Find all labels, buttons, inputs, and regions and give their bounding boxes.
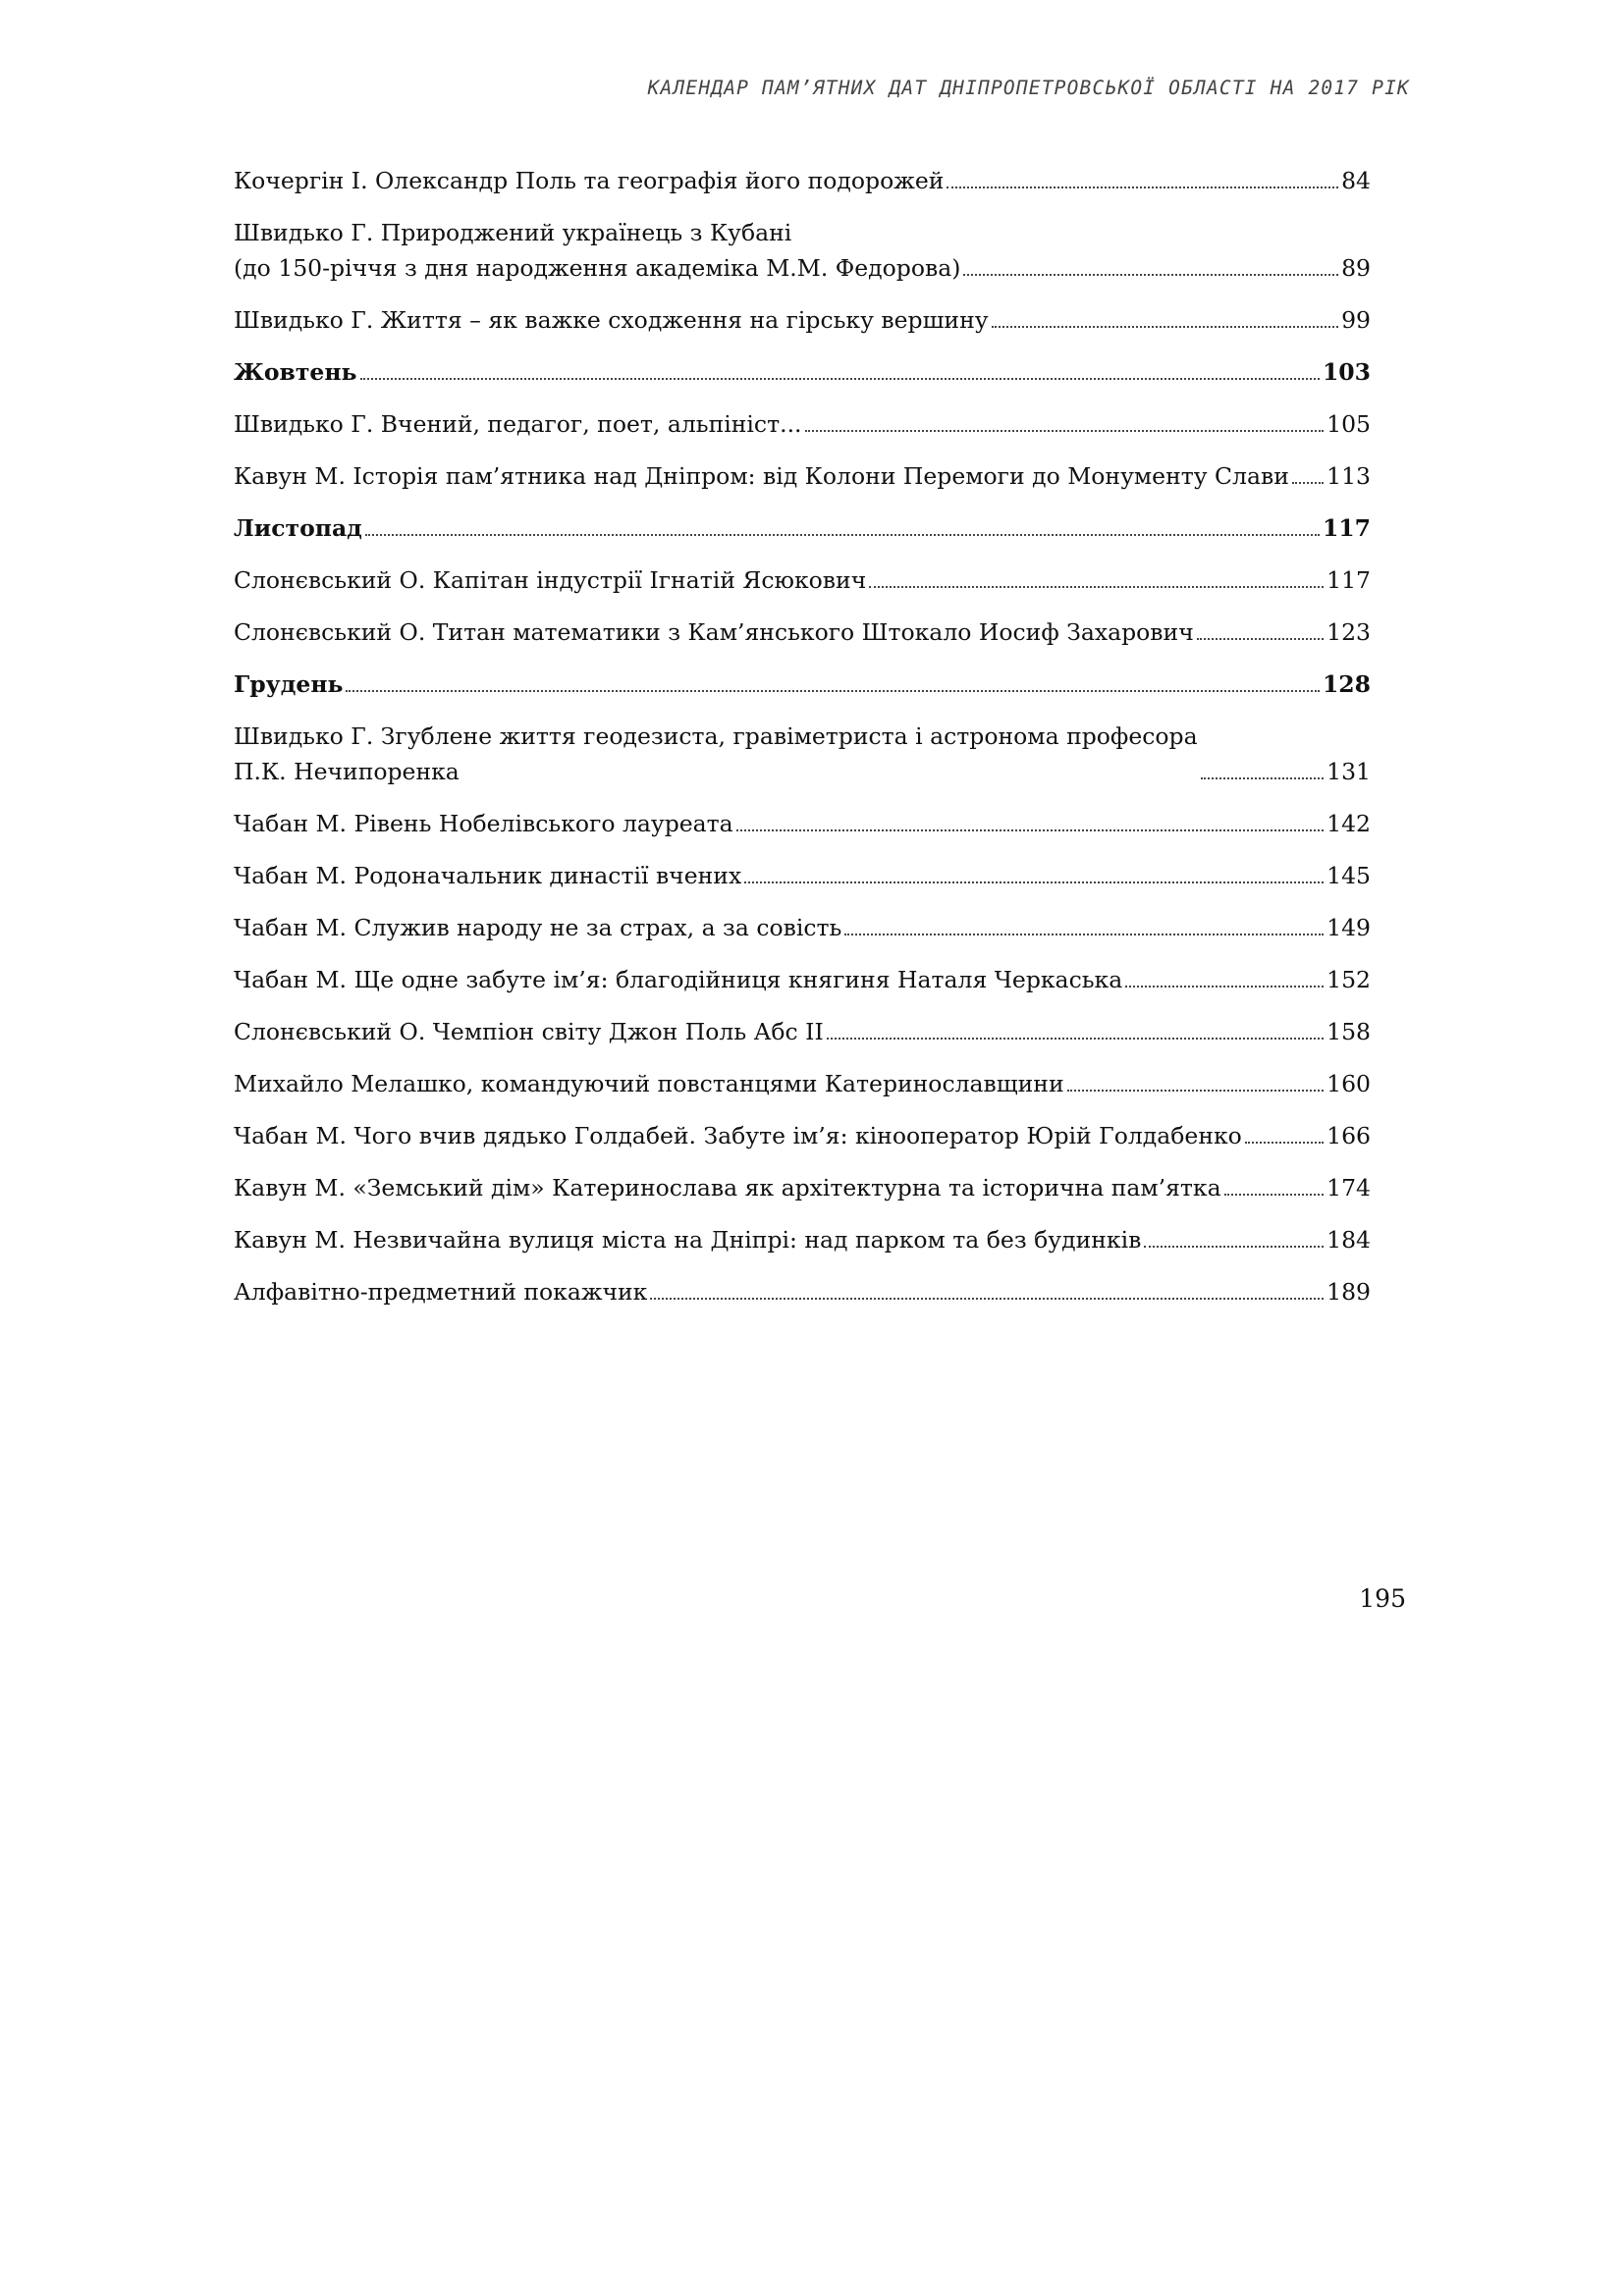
toc-entry-page: 149 <box>1326 914 1371 941</box>
toc-entry <box>234 806 1371 841</box>
toc-entry <box>234 962 1371 997</box>
toc-entry <box>234 719 1371 789</box>
toc-entry-title: Швидько Г. Вчений, педагог, поет, альпініст... <box>234 410 802 438</box>
toc-entry-title: Кавун М. Історія пам’ятника над Дніпром: від Колони Перемоги до Монументу Слави <box>234 462 1289 490</box>
toc-entry-title: Чабан М. Ще одне забуте ім’я: благодійниця княгиня Наталя Черкаська <box>234 966 1123 993</box>
toc-entry-page: 84 <box>1341 167 1371 194</box>
toc-entry-page: 117 <box>1322 514 1371 542</box>
toc-entry-page: 166 <box>1326 1122 1371 1149</box>
toc-entry-page: 99 <box>1341 306 1371 334</box>
toc-entry-page: 189 <box>1326 1278 1371 1306</box>
toc-entry-title: Чабан М. Служив народу не за страх, а за совість <box>234 914 842 941</box>
toc-entry <box>234 1118 1371 1153</box>
dot-leader <box>1144 1246 1324 1248</box>
toc-entry-page: 145 <box>1326 862 1371 889</box>
toc-entry-title: Слонєвський О. Титан математики з Кам’янського Штокало Иосиф Захарович <box>234 618 1194 646</box>
toc-entry <box>234 1170 1371 1205</box>
toc-entry-page: 160 <box>1326 1070 1371 1097</box>
toc-entry <box>234 215 1371 286</box>
toc-entry <box>234 858 1371 893</box>
toc-entry-page: 89 <box>1341 254 1371 282</box>
toc-entry-page: 158 <box>1326 1018 1371 1045</box>
toc-entry-title: Алфавітно-предметний покажчик <box>234 1278 648 1306</box>
dot-leader <box>827 1038 1324 1040</box>
toc-section-heading <box>234 667 1371 702</box>
toc-entry-page: 117 <box>1326 566 1371 594</box>
dot-leader <box>360 378 1320 380</box>
toc-entry <box>234 458 1371 494</box>
toc-entry-page: 123 <box>1326 618 1371 646</box>
toc-entry-page: 128 <box>1322 670 1371 698</box>
toc-entry <box>234 1014 1371 1049</box>
toc-entry-title: Слонєвський О. Чемпіон світу Джон Поль Абс II <box>234 1018 824 1045</box>
toc-entry-page: 142 <box>1326 810 1371 837</box>
dot-leader <box>1224 1194 1325 1196</box>
dot-leader <box>1201 777 1325 779</box>
dot-leader <box>736 829 1324 831</box>
toc-entry-page: 105 <box>1326 410 1371 438</box>
dot-leader <box>844 934 1324 935</box>
toc-entry-page: 131 <box>1326 758 1371 785</box>
toc-entry <box>234 406 1371 442</box>
toc-entry-title: Чабан М. Чого вчив дядько Голдабей. Забуте ім’я: кінооператор Юрій Голдабенко <box>234 1122 1242 1149</box>
dot-leader <box>805 430 1325 432</box>
toc-entry-title: Грудень <box>234 670 344 698</box>
toc-entry-title: Листопад <box>234 514 362 542</box>
toc-section-heading <box>234 354 1371 390</box>
page-number: 195 <box>1359 1584 1406 1613</box>
running-header: КАЛЕНДАР ПАМ’ЯТНИХ ДАТ ДНІПРОПЕТРОВСЬКОЇ ОБЛАСТІ НА 2017 РІК <box>647 77 1410 99</box>
toc-entry <box>234 302 1371 338</box>
toc-entry-title: Чабан М. Родоначальник династії вчених <box>234 862 742 889</box>
toc-entry-page: 174 <box>1326 1174 1371 1201</box>
toc-entry-title: Чабан М. Рівень Нобелівського лауреата <box>234 810 733 837</box>
dot-leader <box>744 881 1324 883</box>
toc-entry <box>234 614 1371 650</box>
dot-leader <box>992 326 1339 328</box>
toc-entry <box>234 163 1371 198</box>
dot-leader <box>947 187 1338 188</box>
toc-section-heading <box>234 510 1371 546</box>
toc-entry <box>234 1066 1371 1101</box>
toc-entry <box>234 562 1371 598</box>
table-of-contents <box>234 163 1371 1326</box>
toc-entry-title: Михайло Мелашко, командуючий повстанцями Катеринославщини <box>234 1070 1064 1097</box>
dot-leader <box>346 690 1319 692</box>
toc-entry-title: Кочергін І. Олександр Поль та географія його подорожей <box>234 167 945 194</box>
toc-entry <box>234 1222 1371 1257</box>
toc-entry-title: Слонєвський О. Капітан індустрії Ігнатій Ясюкович <box>234 566 867 594</box>
toc-entry-page: 103 <box>1322 358 1371 386</box>
toc-entry-title: Швидько Г. Згублене життя геодезиста, гравіметриста і астронома професора П.К. Нечипоренка <box>234 722 1198 785</box>
toc-entry <box>234 910 1371 945</box>
toc-entry-title: Швидько Г. Природжений українець з Кубані (до 150-річчя з дня народження академіка М.М. Федорова) <box>234 219 961 282</box>
dot-leader <box>365 534 1320 536</box>
toc-entry-title: Кавун М. «Земський дім» Катеринослава як архітектурна та історична пам’ятка <box>234 1174 1221 1201</box>
toc-entry-page: 113 <box>1326 462 1371 490</box>
toc-entry-page: 184 <box>1326 1226 1371 1254</box>
toc-entry-title: Жовтень <box>234 358 357 386</box>
toc-entry-title: Кавун М. Незвичайна вулиця міста на Дніпрі: над парком та без будинків <box>234 1226 1142 1254</box>
dot-leader <box>963 274 1338 276</box>
dot-leader <box>1245 1142 1324 1144</box>
dot-leader <box>1197 638 1324 640</box>
dot-leader <box>1067 1090 1325 1092</box>
dot-leader <box>650 1298 1324 1300</box>
toc-entry-page: 152 <box>1326 966 1371 993</box>
dot-leader <box>1292 482 1324 484</box>
dot-leader <box>1125 986 1324 988</box>
toc-entry-title: Швидько Г. Життя – як важке сходження на гірську вершину <box>234 306 989 334</box>
dot-leader <box>869 586 1324 588</box>
toc-entry <box>234 1274 1371 1309</box>
